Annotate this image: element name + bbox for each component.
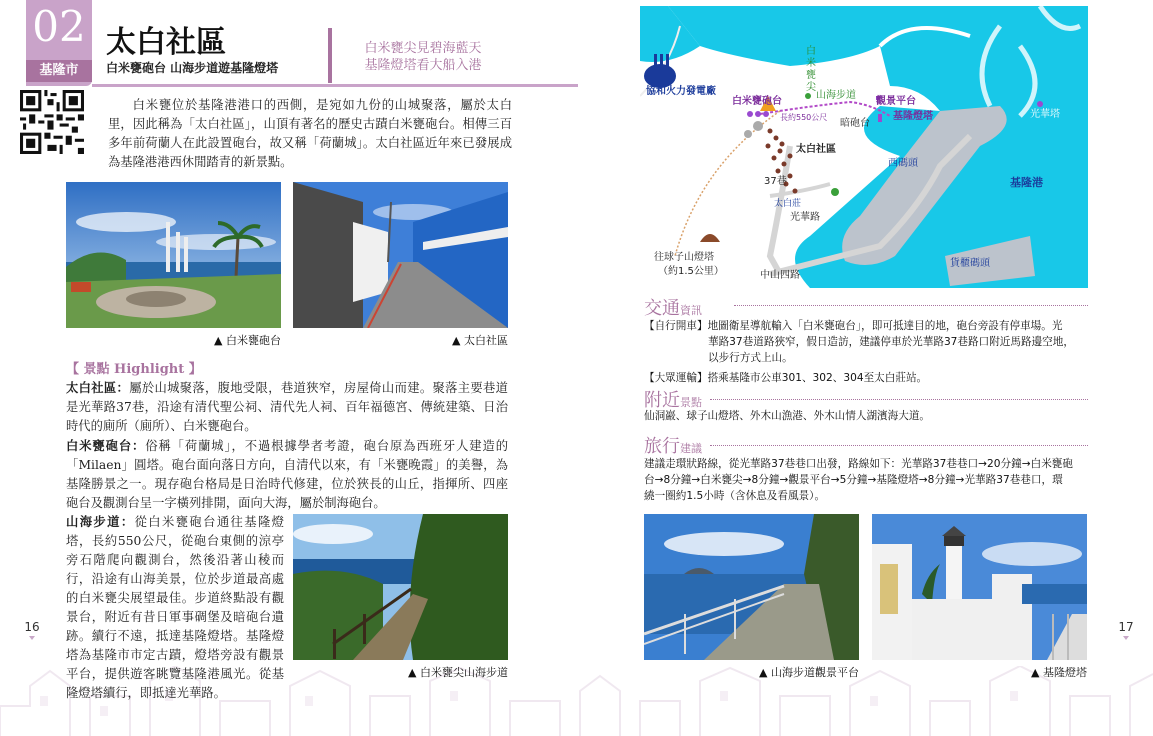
- section-heading-big: 附近: [644, 390, 680, 411]
- map-label: 西碼頭: [888, 158, 918, 169]
- highlight-community: [66, 378, 508, 436]
- highlight-heading: 【 景點 Highlight 】: [66, 362, 202, 377]
- map-label: 協和火力發電廠: [646, 86, 716, 97]
- drive-text: 地圖衛星導航輸入「白米甕砲台」，即可抵達目的地，砲台旁設有停車場。光: [707, 320, 1063, 332]
- photo-trail: [293, 514, 508, 660]
- caption-platform: ▲ 山海步道觀景平台: [759, 666, 859, 679]
- photo-fort: [66, 182, 281, 328]
- travel-rule: [710, 445, 1088, 446]
- drive-tag: 【自行開車】: [644, 320, 708, 332]
- photo-community: [293, 182, 508, 328]
- highlight-name: 山海步道：: [66, 514, 135, 529]
- highlight-fort: [66, 436, 508, 513]
- map-label: 基隆港: [1010, 176, 1043, 189]
- nearby-text: 仙洞巖、球子山燈塔、外木山漁港、外木山情人湖濱海大道。: [644, 410, 931, 422]
- map-label: 基隆燈塔: [893, 111, 933, 122]
- chapter-number: 02: [32, 2, 86, 51]
- drive-text: 以步行方式上山。: [708, 352, 793, 364]
- map-label: 長約550公尺: [780, 113, 828, 122]
- page-number: 16: [24, 620, 40, 634]
- map-label: 太白社區: [796, 144, 836, 155]
- caption-lighthouse: ▲ 基隆燈塔: [1031, 666, 1087, 679]
- nearby-rule: [710, 399, 1088, 400]
- section-heading-small: 建議: [680, 442, 702, 455]
- slogan-line: 基隆燈塔看大船入港: [364, 58, 482, 73]
- traffic-drive: [644, 318, 1088, 386]
- slogan: [348, 40, 498, 74]
- caption-trail: ▲ 白米甕尖山海步道: [408, 666, 508, 679]
- area-map: [640, 6, 1088, 288]
- map-label: 37巷: [764, 176, 787, 187]
- section-heading-big: 交通: [644, 298, 680, 319]
- bus-tag: 【大眾運輸】: [644, 372, 708, 384]
- map-label: 中山四路: [760, 270, 800, 281]
- map-label: 山海步道: [816, 90, 856, 101]
- map-label: 往球子山燈塔: [654, 252, 714, 263]
- bus-text: 搭乘基隆市公車301、302、304至太白莊站。: [707, 372, 928, 384]
- page-title: 太白社區: [106, 25, 226, 60]
- map-label: 光華塔: [1030, 109, 1060, 120]
- page-number-right: [1116, 620, 1136, 640]
- header-rule: [92, 84, 578, 87]
- travel-heading: [644, 432, 702, 458]
- intro-paragraph: 白米甕位於基隆港港口的西側，是宛如九份的山城聚落，屬於太白里，因此稱為「太白社區」，山頂有著名的歷史古蹟白米甕砲台。相傳三百多年前荷蘭人在此設置砲台，故又稱「荷蘭城」。太白社區近年來已發展成為基隆港港西休閒踏青的新景點。: [108, 98, 512, 169]
- drive-text: 華路37巷道路狹窄，假日造訪，建議停車於光華路37巷路口附近馬路邊空地，: [708, 336, 1074, 348]
- map-label: （約1.5公里）: [658, 266, 724, 277]
- map-label: 觀景平台: [876, 96, 916, 107]
- travel-line: 建議走環狀路線，從光華路37巷巷口出發，路線如下：光華路37巷巷口→20分鐘→白米甕砲: [644, 458, 1073, 470]
- caption-community: ▲ 太白社區: [452, 334, 508, 347]
- map-label: 貨櫃碼頭: [950, 258, 990, 269]
- section-heading-big: 旅行: [644, 436, 680, 457]
- chapter-city: 基隆市: [26, 60, 92, 82]
- travel-line: 繞一圈約1.5小時（含休息及看風景）。: [644, 490, 826, 502]
- slogan-line: 白米甕尖見碧海藍天: [364, 41, 482, 56]
- highlight-text: 屬於山城聚落，腹地受限，巷道狹窄，房屋倚山而建。聚落主要巷道是光華路37巷，沿途有清代聖公祠、清代先人祠、百年福德宮、傳統建築、日治時代的廁所（廁所）、白米甕砲台。: [66, 381, 508, 433]
- page-number-left: [22, 620, 42, 640]
- highlight-trail: [66, 512, 284, 703]
- page-number: 17: [1118, 620, 1134, 634]
- highlight-text: 從白米甕砲台通往基隆燈塔，長約550公尺，從砲台東側的涼亭旁石階爬向觀測台，然後沿著山稜而行，沿途有山海美景，位於步道最高處的白米甕尖展望最佳。步道終點設有觀景台，附近有昔日軍事碉堡及暗砲台遺跡。續行不遠，抵達基隆燈塔。基隆燈塔為基隆市市定古蹟，燈塔旁設有觀景平台，提供遊客眺覽基隆港風光。從基隆燈塔續行，即抵達光華路。: [66, 515, 284, 700]
- photo-lighthouse: [872, 514, 1087, 660]
- traffic-heading: [644, 294, 702, 320]
- traffic-rule: [734, 305, 1088, 306]
- travel-text: [644, 456, 1088, 504]
- map-label: 光華路: [790, 212, 820, 223]
- photo-platform: [644, 514, 859, 660]
- highlight-name: 白米甕砲台：: [66, 438, 146, 453]
- highlight-text: 俗稱「荷蘭城」，不過根據學者考證，砲台原為西班牙人建造的「Milaen」圓塔。砲台面向落日方向，自清代以來，有「米甕晚霞」的美譽，為基隆勝景之一。現存砲台格局是日治時代修建，位於狹長的山丘，指揮所、四座砲台及觀測台呈一字橫列排開，面向大海，屬於制海砲台。: [66, 439, 508, 510]
- page-subtitle: 白米甕砲台 山海步道遊基隆燈塔: [106, 61, 279, 75]
- section-heading-small: 景點: [680, 396, 702, 409]
- caption-fort: ▲ 白米甕砲台: [214, 334, 281, 347]
- qr-code[interactable]: [20, 90, 84, 154]
- map-label: 白米甕砲台: [732, 96, 782, 107]
- travel-line: 台→8分鐘→白米甕尖→8分鐘→觀景平台→5分鐘→基隆燈塔→8分鐘→光華路37巷巷口，環: [644, 474, 1063, 486]
- highlight-name: 太白社區：: [66, 380, 130, 395]
- map-label: 太白莊: [774, 199, 802, 209]
- section-heading-small: 資訊: [680, 304, 702, 317]
- map-label: 暗砲台: [840, 118, 870, 129]
- title-divider: [328, 28, 332, 83]
- map-label-peak-vertical: 白米甕尖: [806, 46, 816, 93]
